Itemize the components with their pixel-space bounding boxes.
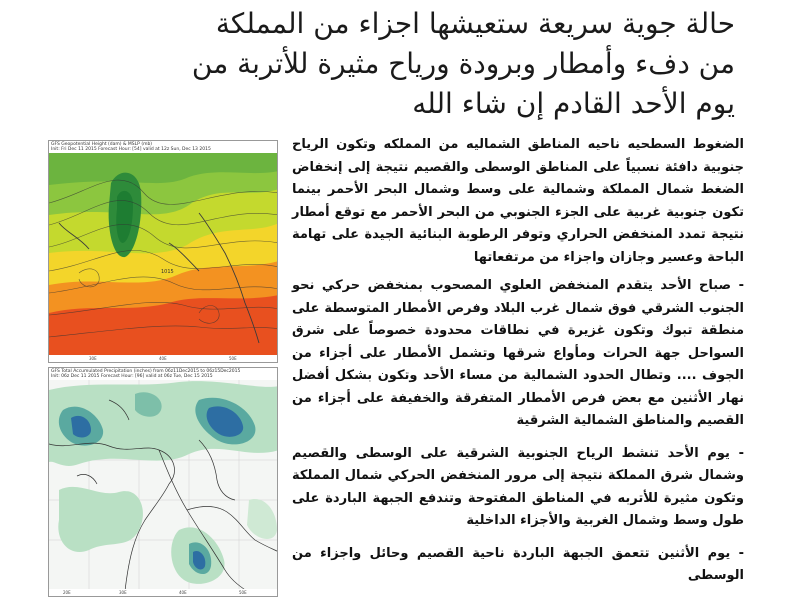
forecast-paragraph: - يوم الأحد تنشط الرياح الجنوبية الشرقية على الوسطى والقصيم وشمال شرق المملكة نتيجة إلى مرور المنخفض الحركي شمال المملكة وتكون مثيرة للأتربه في المناطق المفتوحة وتندفع الجبهة الباردة على طول وسط وشمال الغربية والأجزاء الداخلية bbox=[292, 445, 744, 528]
map-subtitle: Init: 06z Dec 11 2015 Forecast Hour: [96] valid at 06z Tue, Dec 15 2015 bbox=[51, 374, 213, 379]
map-header bbox=[49, 368, 277, 380]
weather-maps bbox=[48, 140, 278, 597]
slide-title bbox=[60, 4, 735, 124]
tick-label: 50E bbox=[229, 356, 237, 361]
title-line-2: من دفء وأمطار وبرودة ورياح مثيرة للأتربة من bbox=[191, 47, 735, 80]
map-header bbox=[49, 141, 277, 153]
map-title: GFS Geopotential Height (dam) & MSLP (mb) bbox=[51, 142, 153, 147]
map-subtitle: Init: Fri Dec 11 2015 Forecast Hour: [54] valid at 12z Sun, Dec 13 2015 bbox=[51, 147, 211, 152]
precipitation-graphic bbox=[49, 380, 278, 591]
title-line-1: حالة جوية سريعة ستعيشها اجزاء من المملكة bbox=[215, 7, 735, 40]
map-axis-ticks bbox=[49, 355, 277, 362]
tick-label: 50E bbox=[239, 590, 247, 595]
map-title: GFS Total Accumulated Precipitation (inches) from 06z11Dec2015 to 06z15Dec2015 bbox=[51, 369, 241, 374]
precipitation-map bbox=[48, 367, 278, 597]
tick-label: 20E bbox=[63, 590, 71, 595]
geopotential-height-map bbox=[48, 140, 278, 363]
tick-label: 30E bbox=[119, 590, 127, 595]
forecast-paragraph: - يوم الأثنين تتعمق الجبهة الباردة ناحية القصيم وحائل واجزاء من الوسطى bbox=[292, 545, 744, 583]
svg-text:1015: 1015 bbox=[161, 269, 174, 275]
map-axis-ticks bbox=[49, 589, 277, 596]
forecast-paragraph: الضغوط السطحيه ناحيه المناطق الشماليه من المملكه وتكون الرياح جنوبية دافئة نسبياً على المناطق الوسطى والقصيم نتيجة إلى إنخفاض الضغط شمال المملكة وشمالية على وسط وشمال البحر الأحمر بينما تكون جنوبية غربية على الجزء الجنوبي من البحر الأحمر مع توقع أمطار نتيجة تمدد المنخفض الحراري وتوفر الرطوبة البنائية الجيدة على تهامة الباحة وعسير وجازان واجزاء من مرتفعاتها bbox=[292, 137, 744, 265]
height-field-graphic bbox=[49, 153, 278, 357]
tick-label: 40E bbox=[159, 356, 167, 361]
forecast-text bbox=[292, 134, 744, 598]
forecast-paragraph: - صباح الأحد يتقدم المنخفض العلوي المصحوب بمنخفض حركي نحو الجنوب الشرقي فوق شمال غرب البلاد وفرص الأمطار المتوسطة على منطقة تبوك وتكون غزيرة في نطاقات محدودة خصوصاً على شرق السواحل جهة الحرات ومأواع شرقها وتشمل الأمطار على أجزاء من الجوف .... وتطال الحدود الشمالية من مساء الأحد وتكون بشكل أفضل نهار الأثنين مع بعض فرص الأمطار المتفرقة والخفيفة على أجزاء من القصيم والمناطق الشمالية الشرقية bbox=[292, 278, 744, 428]
tick-label: 30E bbox=[89, 356, 97, 361]
title-line-3: يوم الأحد القادم إن شاء الله bbox=[412, 87, 735, 120]
tick-label: 40E bbox=[179, 590, 187, 595]
